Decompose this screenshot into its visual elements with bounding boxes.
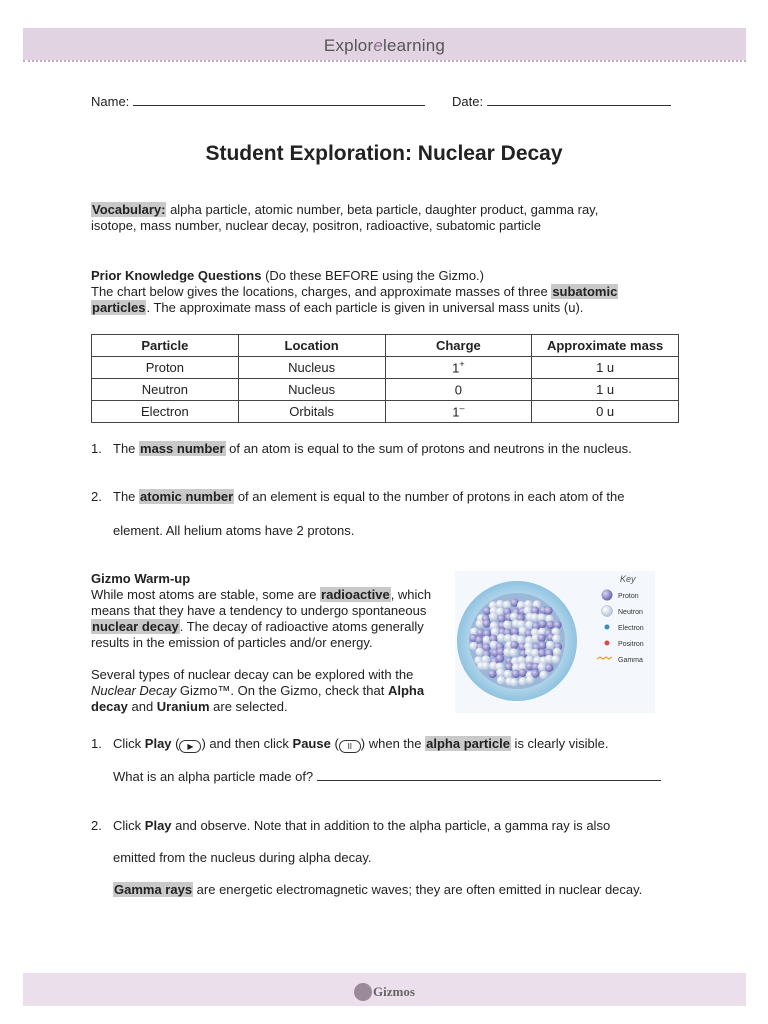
question-2: 2. The atomic number of an element is equal to the number of protons in each atom of the [91, 489, 625, 504]
prior-knowledge: Prior Knowledge Questions (Do these BEFORE using the Gizmo.) The chart below gives the locations, charges, and approximate masses of three subatomic particles. The approximate mass of each particle is given in universal mass units (u). [91, 268, 618, 315]
particle-table [91, 334, 679, 423]
date-field[interactable]: Date: [452, 93, 671, 110]
nucleus-illustration [455, 571, 655, 713]
warmup-question-2-cont: emitted from the nucleus during alpha decay. [113, 850, 372, 865]
warmup-question-2: 2. Click Play and observe. Note that in addition to the alpha particle, a gamma ray is also [91, 818, 611, 833]
table-header: Particle [92, 335, 239, 357]
table-row: Neutron Nucleus 0 1 u [92, 379, 679, 401]
pause-icon: II [339, 740, 361, 753]
nucleus-particles [469, 593, 565, 689]
svg-text:Gamma: Gamma [618, 657, 643, 664]
svg-text:Positron: Positron [618, 641, 644, 648]
footer-band [23, 973, 746, 1006]
page-title: Student Exploration: Nuclear Decay [205, 142, 563, 165]
explorelearning-logo: Explorelearning [323, 36, 446, 55]
electron-icon [605, 625, 610, 630]
prior-heading: Prior Knowledge Questions [91, 268, 262, 283]
play-icon: ▶ [179, 740, 201, 753]
table-row: Proton Nucleus 1+ 1 u [92, 357, 679, 379]
warmup: Gizmo Warm-up While most atoms are stable, some are radioactive, which means that they have a tendency to undergo spontaneous nuclear decay. The decay of radioactive atoms generally results in the emission of particles and/or energy. Several types of nuclear decay can be explored with the Nuclear Decay Gizmo™. On the Gizmo, check that Alpha decay and Uranium are selected. [91, 571, 432, 714]
header-divider [23, 60, 746, 62]
alpha-question[interactable]: What is an alpha particle made of? [113, 768, 661, 785]
table-header: Charge [385, 335, 532, 357]
neutron-icon [602, 606, 613, 617]
question-2-cont: element. All helium atoms have 2 protons. [113, 523, 355, 538]
proton-icon [602, 590, 613, 601]
svg-text:Electron: Electron [618, 625, 644, 632]
table-row: Electron Orbitals 1– 0 u [92, 401, 679, 423]
vocabulary-label: Vocabulary: [92, 202, 166, 217]
vocabulary: Vocabulary: alpha particle, atomic number, beta particle, daughter product, gamma ray, isotope, mass number, nuclear decay, positron, radioactive, subatomic particle [91, 202, 599, 233]
svg-text:Proton: Proton [618, 593, 639, 600]
svg-text:Key: Key [620, 574, 636, 584]
gizmos-logo: Gizmos [354, 984, 415, 999]
nucleus-figure [455, 571, 655, 713]
warmup-heading: Gizmo Warm-up [91, 571, 191, 586]
question-1: 1. The mass number of an atom is equal to the sum of protons and neutrons in the nucleus. [91, 441, 632, 456]
warmup-question-1: 1. Click Play ( ▶ ) and then click Pause ( II ) when the alpha particle is clearly visible. [91, 736, 609, 751]
header-band [23, 28, 746, 60]
table-header: Location [238, 335, 385, 357]
gizmos-mark-icon [354, 983, 372, 1001]
name-field[interactable]: Name: [91, 93, 425, 110]
gamma-rays-note: Gamma rays are energetic electromagnetic waves; they are often emitted in nuclear decay. [114, 882, 643, 897]
positron-icon [605, 641, 610, 646]
table-header: Approximate mass [532, 335, 679, 357]
svg-text:Neutron: Neutron [618, 609, 643, 616]
gamma-icon [597, 657, 612, 659]
